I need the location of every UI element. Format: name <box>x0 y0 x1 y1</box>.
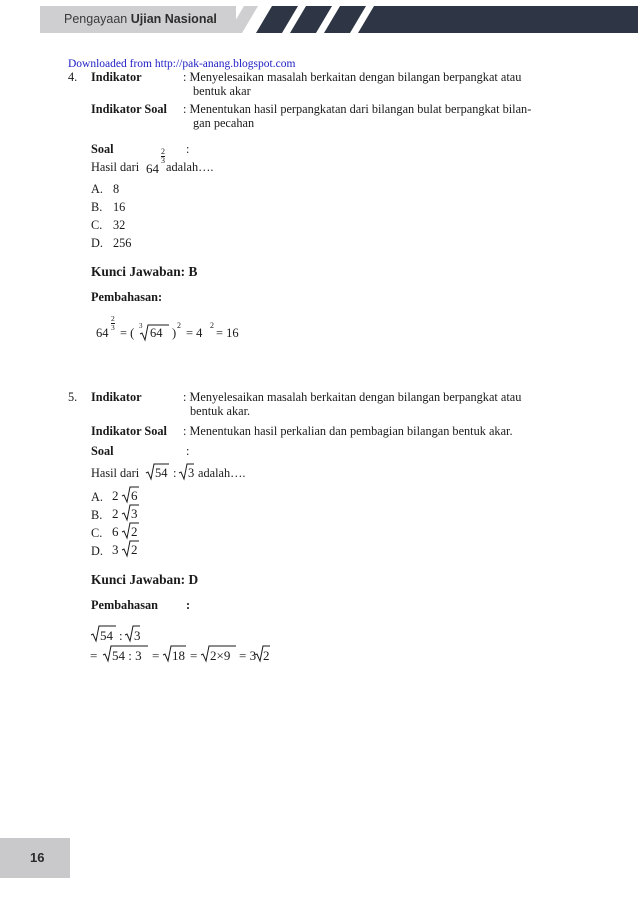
q4-indikator-label: Indikator <box>91 70 142 84</box>
q5-question-prefix: Hasil dari <box>91 466 140 480</box>
q5-number: 5. <box>68 390 78 404</box>
q4-pembahasan-label: Pembahasan: <box>91 290 163 304</box>
q4-option-b-value: 16 <box>113 200 126 214</box>
q5-indikator-soal-label: Indikator Soal <box>91 424 167 438</box>
header-title: Pengayaan Ujian Nasional <box>64 12 217 26</box>
q5-pembahasan-label: Pembahasan <box>91 598 158 612</box>
q5-option-b-value: 2 3 <box>112 506 138 521</box>
q4-solution-exponent: 2 3 <box>111 314 115 332</box>
page-number: 16 <box>30 850 45 865</box>
q5-answer-key: Kunci Jawaban: D <box>91 572 199 587</box>
q4-exponent-fraction: 2 3 <box>161 147 165 165</box>
q4-option-b-letter: B. <box>91 200 103 214</box>
q5-option-d-letter: D. <box>91 544 103 558</box>
page-header <box>0 0 638 38</box>
q5-indikator-text-cont: bentuk akar. <box>190 404 251 418</box>
q5-option-a-value: 2 6 <box>112 488 138 503</box>
q4-indikator-text: : Menyelesaikan masalah berkaitan dengan bilangan berpangkat atau <box>183 70 522 84</box>
q5-indikator-label: Indikator <box>91 390 142 404</box>
q4-indikator-soal-text-cont: gan pecahan <box>193 116 255 130</box>
q4-option-a-letter: A. <box>91 182 103 196</box>
q4-solution: 64 2 3 = ( 3 64 ) 2 = 4 2 = 16 <box>96 314 239 340</box>
q5-indikator-soal-text: : Menentukan hasil perkalian dan pembagian bilangan bentuk akar. <box>183 424 513 438</box>
q4-indikator-soal-text: : Menentukan hasil perpangkatan dari bilangan bulat berpangkat bilan- <box>183 102 532 116</box>
q4-soal-colon: : <box>186 142 190 156</box>
q5-option-c-value: 6 2 <box>112 524 138 539</box>
q5-pembahasan-colon: : <box>186 598 191 612</box>
q4-option-d-letter: D. <box>91 236 103 250</box>
q5-question-expression: 54 : 3 <box>145 466 197 482</box>
q4-question-expression: 64 2 3 <box>146 147 165 176</box>
q4-question-suffix: adalah…. <box>166 160 214 174</box>
q5-soal-colon: : <box>186 444 190 458</box>
q5-indikator-text: : Menyelesaikan masalah berkaitan dengan bilangan berpangkat atau <box>183 390 522 404</box>
q5-option-d-value: 3 2 <box>112 542 138 557</box>
q4-option-d-value: 256 <box>113 236 132 250</box>
header-stripes-decoration <box>236 6 638 33</box>
q4-indikator-text-cont: bentuk akar <box>193 84 251 98</box>
q4-option-c-letter: C. <box>91 218 103 232</box>
q4-number: 4. <box>68 70 78 84</box>
q5-option-b-letter: B. <box>91 508 103 522</box>
q5-question-suffix: adalah…. <box>198 466 246 480</box>
q4-soal-label: Soal <box>91 142 114 156</box>
q5-option-c-letter: C. <box>91 526 103 540</box>
q4-indikator-soal-label: Indikator Soal <box>91 102 167 116</box>
source-link[interactable]: Downloaded from http://pak-anang.blogspot.com <box>68 58 296 70</box>
q4-option-c-value: 32 <box>113 218 126 232</box>
q4-option-a-value: 8 <box>113 182 120 196</box>
q4-question-prefix: Hasil dari <box>91 160 140 174</box>
q4-answer-key: Kunci Jawaban: B <box>91 264 198 279</box>
q5-soal-label: Soal <box>91 444 114 458</box>
q5-option-a-letter: A. <box>91 490 103 504</box>
q5-solution: 54 : 3 = 54 : 3 = 18 = 2×9 = 3 2 <box>90 628 270 668</box>
